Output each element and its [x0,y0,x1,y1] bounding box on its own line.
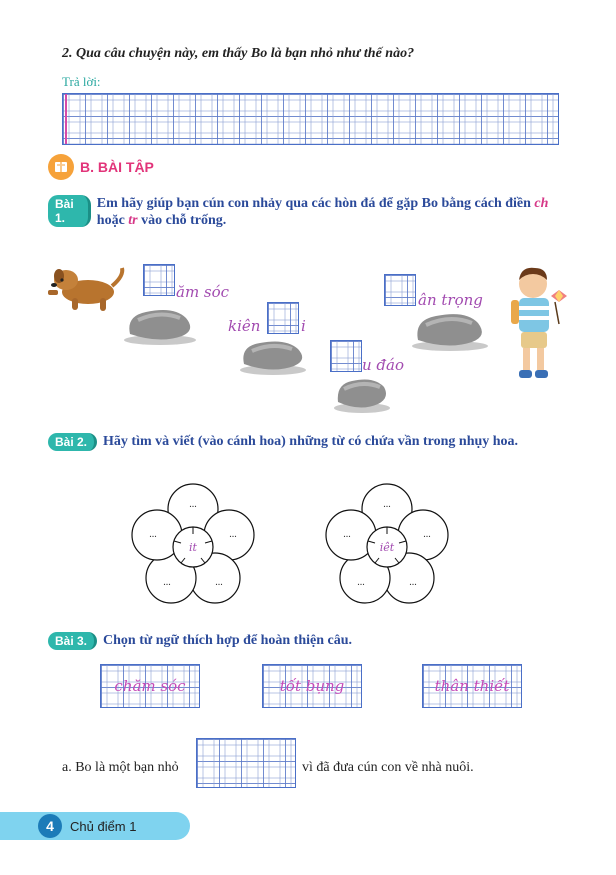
word-kien: kiên [228,317,261,335]
exercise-1-badge: Bài 1. [48,195,91,227]
exercise-2-badge: Bài 2. [48,433,97,451]
chapter-label: Chủ điểm 1 [70,818,137,834]
petal-text[interactable]: ... [383,499,391,510]
option-ch: ch [534,196,549,211]
petal-text[interactable]: ... [215,577,223,588]
sentence-a-after: vì đã đưa cún con về nhà nuôi. [302,760,474,775]
option-tr: tr [128,213,138,228]
blank-box-3[interactable] [330,340,362,372]
choice-cham-soc[interactable] [100,664,200,708]
word-u-dao: u đáo [362,356,405,374]
choice-label: chăm sóc [114,677,186,695]
sentence-a [62,760,179,776]
choice-tot-bung[interactable] [262,664,362,708]
choice-label: tốt bụng [279,677,345,695]
page-footer [0,812,190,840]
petal-text[interactable]: ... [149,529,157,540]
exercise-1-text-after: vào chỗ trống. [141,213,227,228]
petal-text[interactable]: ... [343,529,351,540]
book-icon [48,154,74,180]
flower-iet-center: iêt [379,541,395,554]
exercise-3-header [48,632,588,650]
rock-4[interactable] [408,308,492,352]
blank-box-2[interactable] [267,302,299,334]
rock-2[interactable] [236,336,310,376]
question-2: 2. Qua câu chuyện này, em thấy Bo là bạn nhỏ như thế nào? [62,46,415,61]
exercise-2-header [48,433,588,451]
section-header [48,154,154,180]
flower-it[interactable] [128,482,258,612]
word-i: i [301,317,306,335]
flower-it-center: it [189,541,197,554]
petal-text[interactable]: ... [409,577,417,588]
exercise-3-text: Chọn từ ngữ thích hợp để hoàn thiện câu. [103,633,353,648]
boy-bo-illustration [505,262,571,384]
petal-text[interactable]: ... [163,577,171,588]
puppy-illustration [44,262,128,314]
exercise-1-text [97,195,568,229]
choice-label: thân thiết [434,677,510,695]
exercise-1-header [48,195,568,229]
choice-than-thiet[interactable] [422,664,522,708]
rock-3[interactable] [332,374,392,414]
word-cham-soc: ăm sóc [176,283,230,301]
answer-label: Trả lời: [62,74,101,89]
sentence-a-blank[interactable] [196,738,296,788]
word-an-trong: ân trọng [418,291,483,309]
petal-text[interactable]: ... [423,529,431,540]
blank-box-1[interactable] [143,264,175,296]
rock-1[interactable] [120,304,200,346]
exercise-1-text-before: Em hãy giúp bạn cún con nhảy qua các hòn đá để gặp Bo bằng cách điền [96,196,531,211]
exercise-1-or: hoặc [96,213,125,228]
blank-box-4[interactable] [384,274,416,306]
answer-grid[interactable] [62,93,559,145]
flower-iet[interactable] [322,482,452,612]
page-number: 4 [38,814,62,838]
exercise-2-text: Hãy tìm và viết (vào cánh hoa) những từ có chứa vần trong nhụy hoa. [103,434,519,449]
section-title: B. BÀI TẬP [80,159,154,175]
sentence-a-before: a. Bo là một bạn nhỏ [62,760,179,775]
exercise-3-badge: Bài 3. [48,632,97,650]
petal-text[interactable]: ... [229,529,237,540]
petal-text[interactable]: ... [189,499,197,510]
petal-text[interactable]: ... [357,577,365,588]
